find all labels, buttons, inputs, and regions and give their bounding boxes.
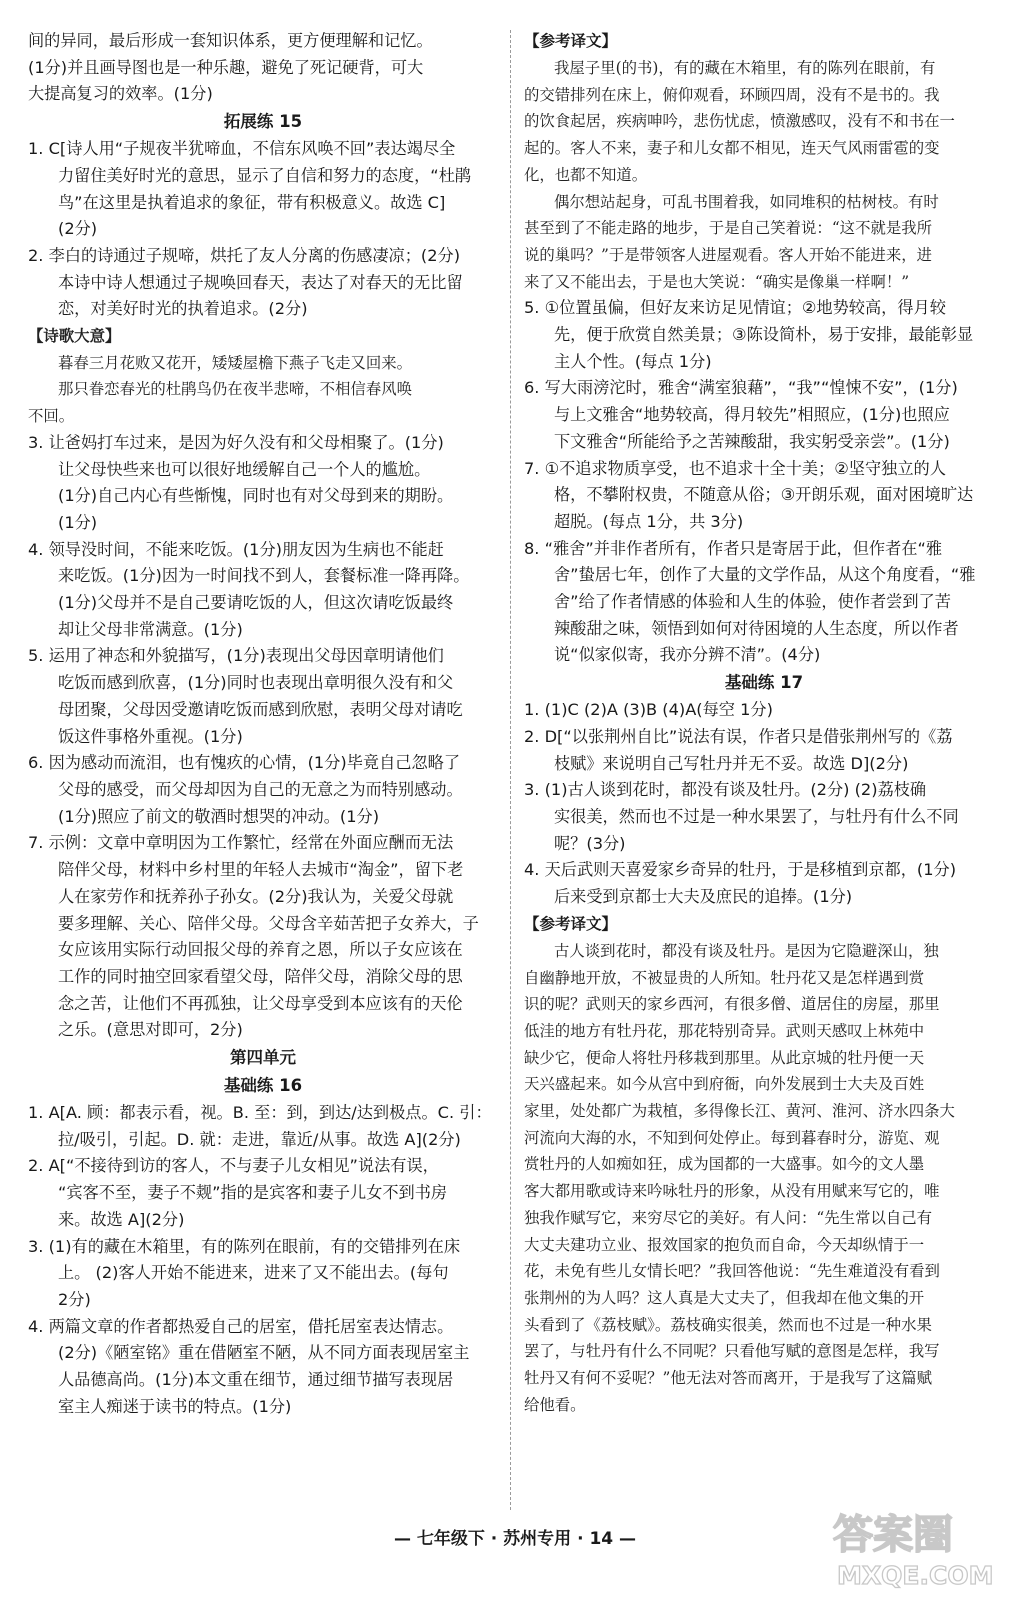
answer-line: 父母的感受，而父母却因为自己的无意之为而特别感动。 xyxy=(58,779,463,799)
answer-line: 6. 因为感动而流泪，也有愧疚的心情，(1分)毕竟自己忽略了 xyxy=(28,753,461,773)
answer-line: (1分) xyxy=(58,512,98,532)
answer-line: “宾客不至，妻子不觌”指的是宾客和妻子儿女不到书房 xyxy=(58,1183,448,1203)
answer-line: 恋，对美好时光的执着追求。(2分) xyxy=(58,299,308,319)
answer-line: 1. A[A. 顾：都表示看，视。B. 至：到，到达/达到极点。C. 引： xyxy=(28,1103,492,1123)
answer-line: 吃饭而感到欣喜，(1分)同时也表现出章明很久没有和父 xyxy=(58,673,454,693)
answer-line: 来。故选 A](2分) xyxy=(58,1209,185,1229)
translation-line: 的交错排列在床上，俯仰观看，环顾四周，没有不是书的。我 xyxy=(524,85,940,104)
section-heading: 基础练 17 xyxy=(724,673,804,693)
section-tag: 【参考译文】 xyxy=(524,32,618,50)
unit-heading: 第四单元 xyxy=(230,1048,296,1068)
answer-line: 女应该用实际行动回报父母的养育之恩，所以子女应该在 xyxy=(58,940,463,960)
translation-line: 古人谈到花时，都没有谈及牡丹。是因为它隐避深山，独 xyxy=(554,941,939,960)
answer-line: 格，不攀附权贵，不随意从俗；③开朗乐观，面对困境旷达 xyxy=(554,485,974,505)
translation-line: 河流向大海的水，不知到何处停止。每到暮春时分，游览、观 xyxy=(524,1128,940,1147)
column-divider xyxy=(510,30,511,1510)
answer-line: 1. (1)C (2)A (3)B (4)A(每空 1分) xyxy=(524,700,773,720)
section-heading: 拓展练 15 xyxy=(223,112,303,132)
translation-line: 起的。客人不来，妻子和儿女都不相见，连天气风雨雷雹的变 xyxy=(524,139,940,158)
watermark-logo xyxy=(825,1500,1015,1595)
answer-line: 8. “雅舍”并非作者所有，作者只是寄居于此，但作者在“雅 xyxy=(524,538,943,558)
answer-line: 7. ①不追求物质享受，也不追求十全十美；②坚守独立的人 xyxy=(524,458,946,478)
answer-line: (1分)父母并不是自己要请吃饭的人，但这次请吃饭最终 xyxy=(58,593,454,613)
translation-line: 张荆州的为人吗？这人真是大丈夫了，但我却在他文集的开 xyxy=(524,1288,925,1307)
answer-line: 饭这件事格外重视。(1分) xyxy=(58,726,243,746)
answer-line: 本诗中诗人想通过子规唤回春天，表达了对春天的无比留 xyxy=(58,272,463,292)
answer-line: (1分)自己内心有些惭愧，同时也有对父母到来的期盼。 xyxy=(58,486,454,506)
answer-line: 枝赋》来说明自己写牡丹并无不妥。故选 D](2分) xyxy=(554,753,909,773)
answer-line: 实很美，然而也不过是一种水果罢了，与牡丹有什么不同 xyxy=(554,806,959,826)
watermark-bottom-text: MXQE.COM xyxy=(837,1561,994,1590)
answer-line: 呢？(3分) xyxy=(554,833,626,853)
answer-line: 3. 让爸妈打车过来，是因为好久没有和父母相聚了。(1分) xyxy=(28,432,444,452)
answer-line: 却让父母非常满意。(1分) xyxy=(58,619,243,639)
translation-line: 暮春三月花败又花开，矮矮屋檐下燕子飞走又回来。 xyxy=(58,353,412,372)
translation-line: 低洼的地方有牡丹花，那花特别奇异。武则天感叹上林苑中 xyxy=(524,1021,925,1040)
right-column xyxy=(524,28,1004,1418)
translation-line: 那只眷恋春光的杜鹃鸟仍在夜半悲啼，不相信春风唤 xyxy=(58,380,412,399)
translation-line: 给他看。 xyxy=(524,1395,586,1414)
translation-line: 头看到了《荔枝赋》。荔枝确实很美，然而也不过是一种水果 xyxy=(524,1315,932,1334)
answer-line: 4. 天后武则天喜爱家乡奇异的牡丹，于是移植到京都，(1分) xyxy=(524,860,957,880)
answer-line: 鸟”在这里是执着追求的象征，带有积极意义。故选 C] xyxy=(58,192,446,212)
answer-line: 2. A[“不接待到访的客人，不与妻子儿女相见”说法有误， xyxy=(28,1156,439,1176)
answer-line: 2分) xyxy=(58,1289,91,1309)
answer-line: 5. ①位置虽偏，但好友来访足见情谊；②地势较高，得月较 xyxy=(524,298,946,318)
answer-line: 之乐。(意思对即可，2分) xyxy=(58,1020,243,1040)
answer-line: 间的异同，最后形成一套知识体系，更方便理解和记忆。 xyxy=(28,31,433,50)
watermark-top-text: 答案圈 xyxy=(833,1512,953,1558)
answer-line: 辣酸甜之味，领悟到如何对待困境的人生态度，所以作者 xyxy=(554,618,959,638)
translation-line: 天兴盛起来。如今从宫中到府衙，向外发展到士大夫及百姓 xyxy=(524,1075,925,1094)
answer-line: 舍”给了作者情感的体验和人生的体验，使作者尝到了苦 xyxy=(554,592,951,612)
answer-line: 5. 运用了神态和外貌描写，(1分)表现出父母因章明请他们 xyxy=(28,646,444,666)
answer-line: 上。 (2)客人开始不能进来，进来了又不能出去。(每句 xyxy=(58,1263,449,1283)
answer-line: 3. (1)有的藏在木箱里，有的陈列在眼前，有的交错排列在床 xyxy=(28,1236,461,1256)
answer-line: 舍”蛰居七年，创作了大量的文学作品，从这个角度看，“雅 xyxy=(554,565,976,585)
answer-line: (1分)照应了前文的敬酒时想哭的冲动。(1分) xyxy=(58,806,380,826)
translation-line: 来了又不能出去，于是也大笑说：“确实是像巢一样啊！” xyxy=(524,272,910,291)
translation-line: 罢了，与牡丹有什么不同呢？只看他写赋的意图是怎样，我写 xyxy=(524,1342,940,1361)
answer-line: 后来受到京都士大夫及庶民的追捧。(1分) xyxy=(554,887,853,907)
answer-line: (1分)并且画导图也是一种乐趣，避免了死记硬背，可大 xyxy=(28,57,424,77)
answer-line: 1. C[诗人用“子规夜半犹啼血，不信东风唤不回”表达竭尽全 xyxy=(28,139,456,159)
left-column xyxy=(28,28,498,1420)
answer-line: 来吃饭。(1分)因为一时间找不到人，套餐标准一降再降。 xyxy=(58,566,470,586)
translation-line: 缺少它，便命人将牡丹移栽到那里。从此京城的牡丹便一天 xyxy=(524,1048,925,1067)
answer-line: 3. (1)古人谈到花时，都没有谈及牡丹。(2分) (2)荔枝确 xyxy=(524,780,927,800)
answer-line: 2. 李白的诗通过子规啼，烘托了友人分离的伤感凄凉；(2分) xyxy=(28,245,461,265)
answer-line: 人在家劳作和抚养孙子孙女。(2分)我认为，关爱父母就 xyxy=(58,886,454,906)
answer-line: 下文雅舍“所能给予之苦辣酸甜，我实躬受亲尝”。(1分) xyxy=(554,431,950,451)
translation-line: 不回。 xyxy=(28,407,75,426)
answer-line: 说“似家似寄，我亦分辨不清”。(4分) xyxy=(554,645,821,665)
section-tag: 【参考译文】 xyxy=(524,914,618,933)
translation-line: 花，未免有些儿女情长吧？”我回答他说：“先生难道没有看到 xyxy=(524,1262,940,1281)
translation-line: 独我作赋写它，来穷尽它的美好。有人问：“先生常以自己有 xyxy=(524,1208,933,1227)
section-heading: 基础练 16 xyxy=(223,1076,303,1096)
answer-line: 力留住美好时光的意思，显示了自信和努力的态度，“杜鹃 xyxy=(58,165,472,185)
translation-line: 化，也都不知道。 xyxy=(524,165,648,184)
translation-line: 识的呢？武则天的家乡西河，有很多僧、道居住的房屋，那里 xyxy=(524,995,940,1014)
answer-line: 与上文雅舍“地势较高，得月较先”相照应，(1分)也照应 xyxy=(554,405,950,425)
answer-line: 陪伴父母，材料中乡村里的年轻人去城市“淘金”，留下老 xyxy=(58,860,464,880)
answer-line: 要多理解、关心、陪伴父母。父母含辛茹苦把子女养大，子 xyxy=(58,913,479,933)
translation-line: 偶尔想站起身，可乱书围着我，如同堆积的枯树枝。有时 xyxy=(554,192,939,211)
page-footer: — 七年级下 · 苏州专用 · 14 — xyxy=(393,1529,637,1549)
answer-line: 7. 示例：文章中章明因为工作繁忙，经常在外面应酬而无法 xyxy=(28,833,454,853)
translation-line: 我屋子里(的书)，有的藏在木箱里，有的陈列在眼前，有 xyxy=(554,59,936,77)
answer-line: 室主人痴迷于读书的特点。(1分) xyxy=(58,1396,292,1416)
translation-line: 大丈夫建功立业、报效国家的抱负而自命，今天却纵情于一 xyxy=(524,1235,925,1254)
translation-line: 的饮食起居，疾病呻吟，悲伤忧虑，愤激感叹，没有不和书在一 xyxy=(524,112,955,131)
section-tag: 【诗歌大意】 xyxy=(28,327,121,346)
answer-line: 主人个性。(每点 1分) xyxy=(554,351,712,371)
answer-line: 工作的同时抽空回家看望父母，陪伴父母，消除父母的思 xyxy=(58,966,463,986)
answer-line: 让父母快些来也可以很好地缓解自己一个人的尴尬。 xyxy=(58,459,431,479)
answer-line: (2分)《陋室铭》重在借陋室不陋，从不同方面表现居室主 xyxy=(58,1343,470,1363)
answer-line: 母团聚，父母因受邀请吃饭而感到欣慰，表明父母对请吃 xyxy=(58,699,463,719)
answer-line: 4. 领导没时间，不能来吃饭。(1分)朋友因为生病也不能赶 xyxy=(28,539,444,559)
answer-line: 超脱。(每点 1分，共 3分) xyxy=(554,511,744,531)
answer-line: 拉/吸引，引起。D. 就：走进，靠近/从事。故选 A](2分) xyxy=(58,1129,461,1149)
answer-line: 人品德高尚。(1分)本文重在细节，通过细节描写表现居 xyxy=(58,1370,454,1390)
answer-line: 6. 写大雨滂沱时，雅舍“满室狼藉”，“我”“惶悚不安”，(1分) xyxy=(524,378,958,398)
answer-line: 念之苦，让他们不再孤独，让父母享受到本应该有的天伦 xyxy=(58,993,463,1013)
answer-line: 先，便于欣赏自然美景；③陈设简朴，易于安排，最能彰显 xyxy=(554,325,974,345)
answer-line: (2分) xyxy=(58,219,98,239)
translation-line: 说的巢吗？”于是带领客人进屋观看。客人开始不能进来，进 xyxy=(524,245,933,264)
translation-line: 牡丹又有何不妥呢？”他无法对答而离开，于是我写了这篇赋 xyxy=(524,1369,933,1388)
translation-line: 赏牡丹的人如痴如狂，成为国都的一大盛事。如今的文人墨 xyxy=(524,1155,925,1174)
translation-line: 家里，处处都广为栽植，多得像长江、黄河、淮河、济水四条大 xyxy=(524,1102,955,1121)
translation-line: 客大都用歌或诗来吟咏牡丹的形象，从没有用赋来写它的，唯 xyxy=(524,1182,940,1201)
answer-line: 4. 两篇文章的作者都热爱自己的居室，借托居室表达情志。 xyxy=(28,1316,454,1336)
answer-line: 2. D[“以张荆州自比”说法有误，作者只是借张荆州写的《荔 xyxy=(524,726,953,746)
translation-line: 甚至到了不能走路的地步，于是自己笑着说：“这不就是我所 xyxy=(524,219,933,238)
answer-line: 大提高复习的效率。(1分) xyxy=(28,84,213,104)
translation-line: 自幽静地开放，不被显贵的人所知。牡丹花又是怎样遇到赏 xyxy=(524,968,925,987)
